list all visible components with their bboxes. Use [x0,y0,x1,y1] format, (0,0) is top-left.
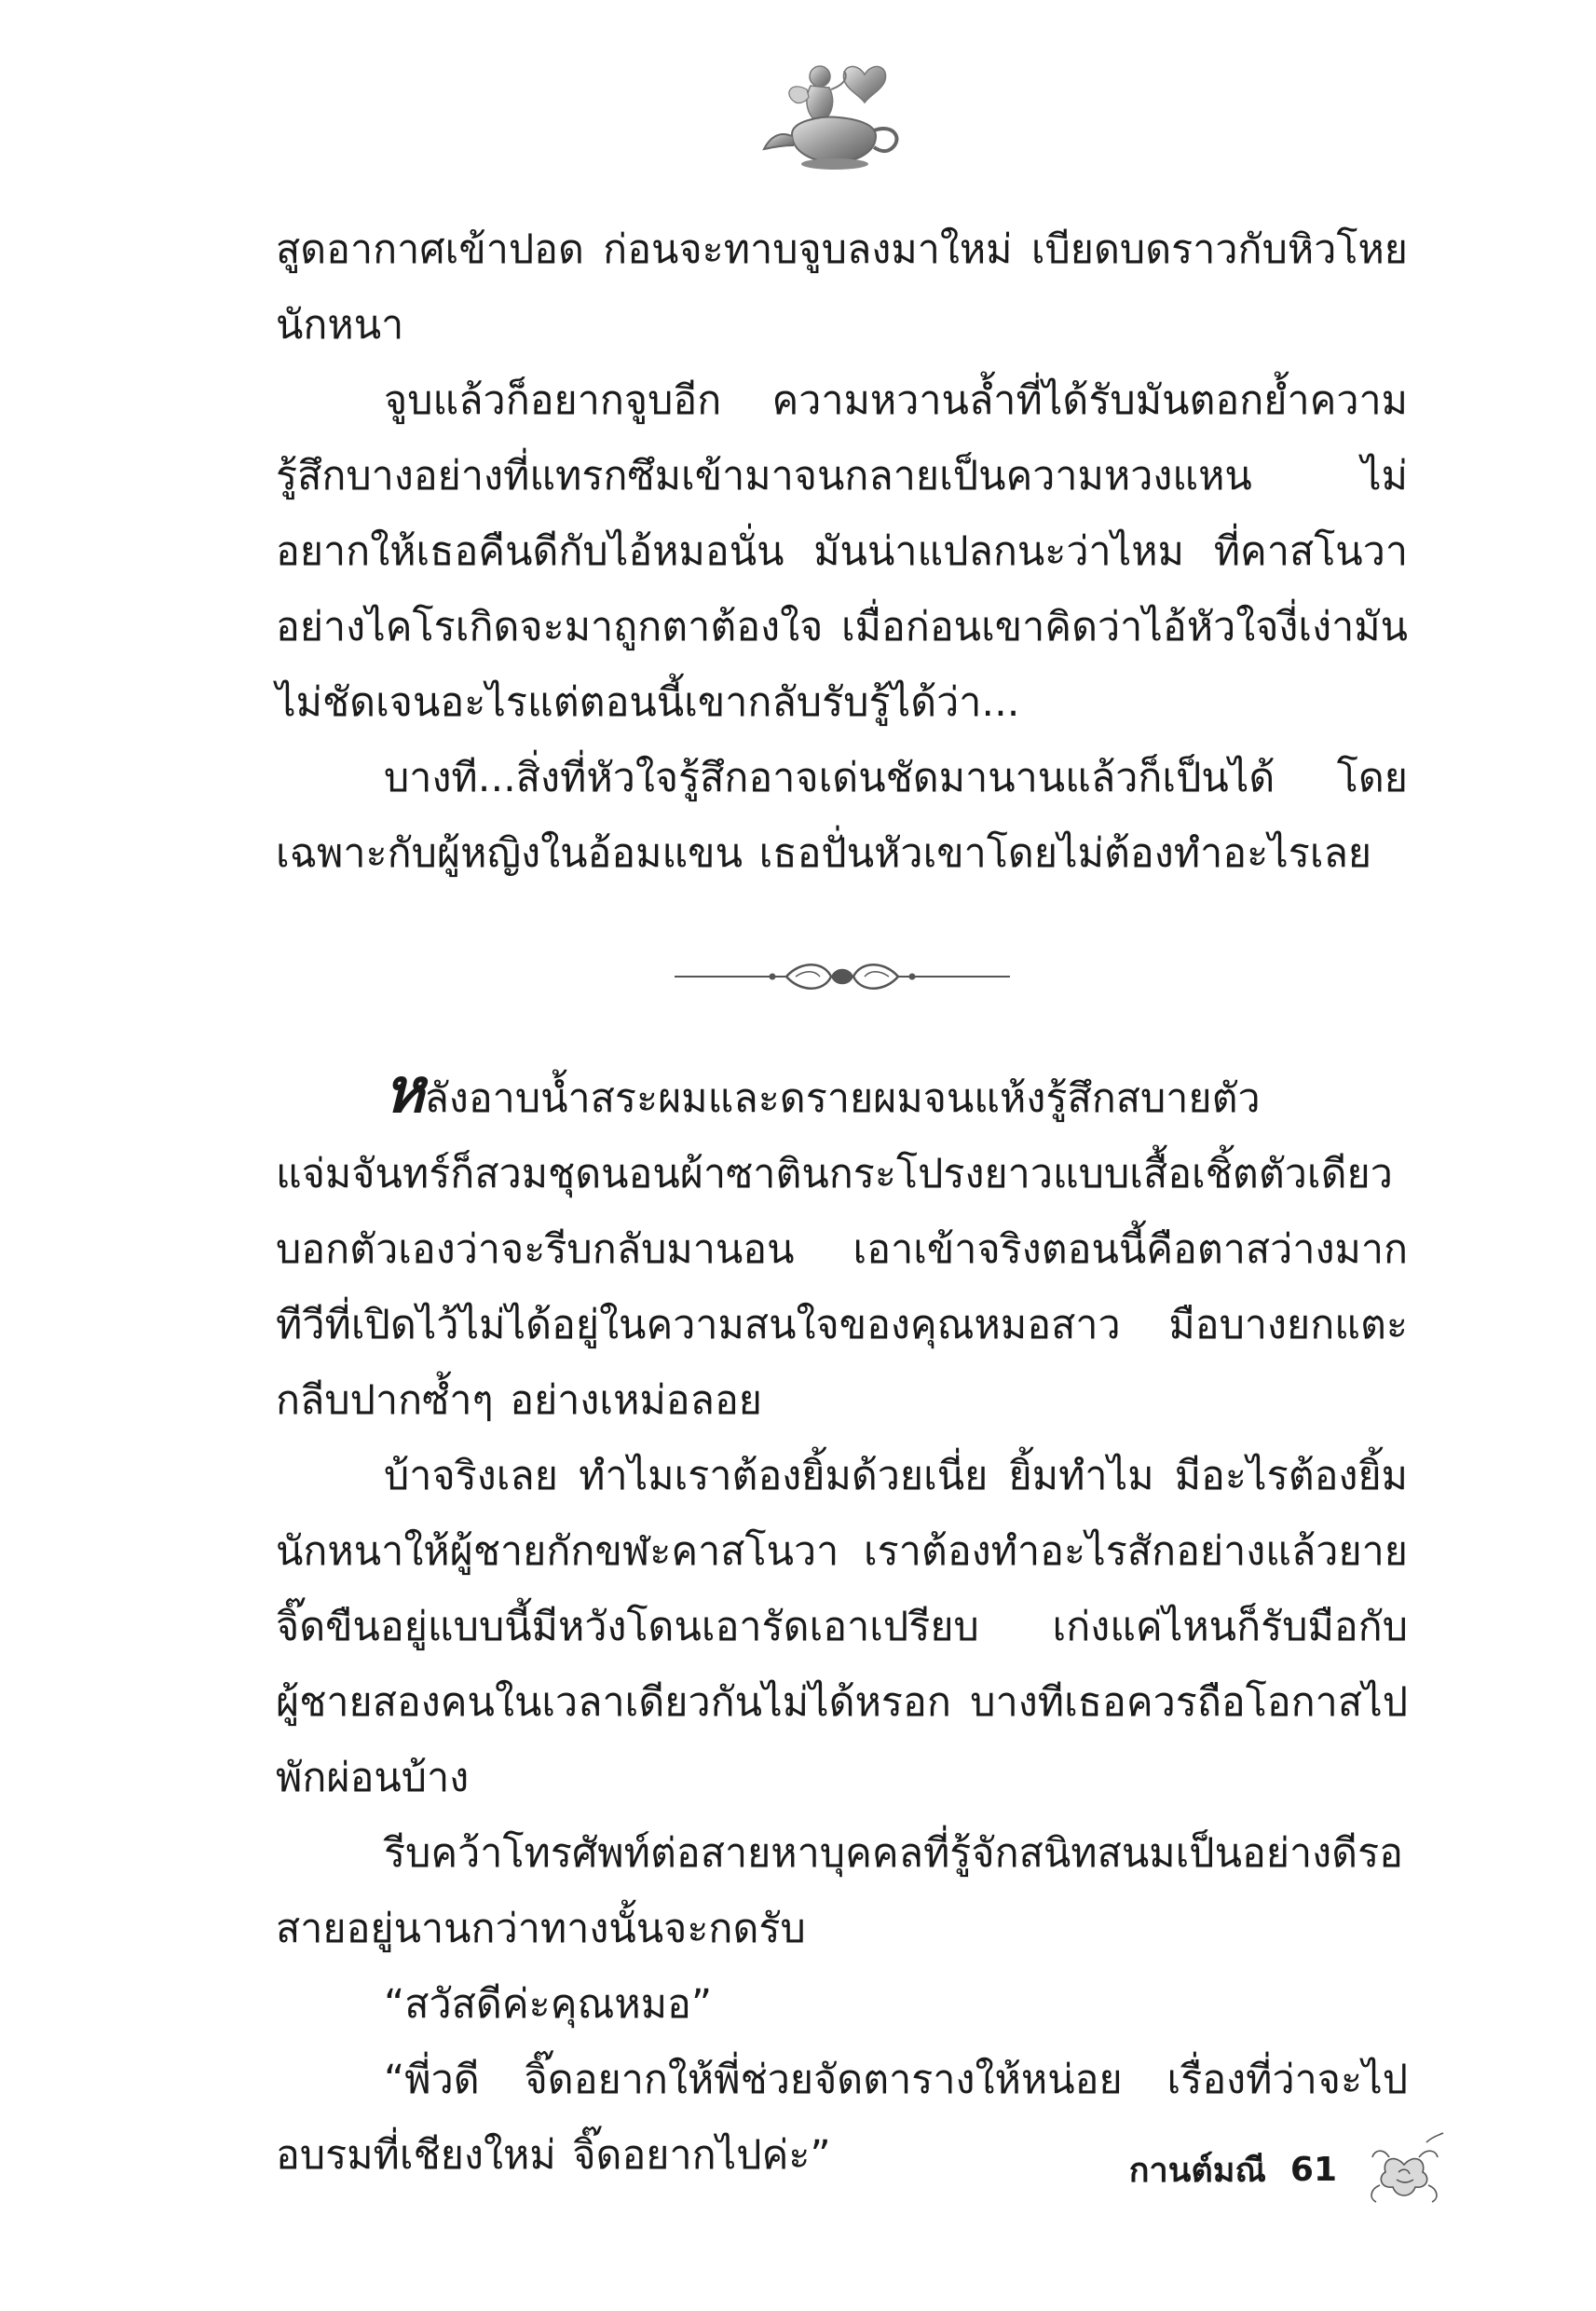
page-footer [1129,2127,1447,2211]
ornamental-scroll-divider-icon [675,953,1010,1000]
peony-flower-icon [1361,2129,1447,2209]
teapot-with-heart-icon [755,48,913,179]
paragraph: บางที...สิ่งที่หัวใจรู้สึกอาจเด่นชัดมานานแล้วก็เป็นได้ โดยเฉพาะกับผู้หญิงในอ้อมแขน เธอปั่นหัวเขาโดยไม่ต้องทำอะไรเลย [276,755,1408,877]
body-text [276,212,1408,2194]
page-number: 61 [1289,2150,1337,2189]
paragraph: บ้าจริงเลย ทำไมเราต้องยิ้มด้วยเนี่ย ยิ้มทำไม มีอะไรต้องยิ้มนักหนาให้ผู้ชายกักขฬะคาสโนวา เราต้องทำอะไรสักอย่างแล้วยายจิ๊ดขืนอยู่แบบนี้มีหวังโดนเอารัดเอาเปรียบ เก่งแค่ไหนก็รับมือกับผู้ชายสองคนในเวลาเดียวกันไม่ได้หรอก บางทีเธอควรถือโอกาสไปพักผ่อนบ้าง [276,1453,1408,1801]
paragraph: รีบคว้าโทรศัพท์ต่อสายหาบุคคลที่รู้จักสนิทสนมเป็นอย่างดีรอสายอยู่นานกว่าทางนั้นจะกดรับ [276,1830,1404,1952]
paragraph: สูดอากาศเข้าปอด ก่อนจะทาบจูบลงมาใหม่ เบียดบดราวกับหิวโหยนักหนา [276,226,1408,349]
dropcap-letter: ห [384,1054,425,1127]
paragraph: จูบแล้วก็อยากจูบอีก ความหวานล้ำที่ได้รับมันตอกย้ำความรู้สึกบางอย่างที่แทรกซึมเข้ามาจนกลายเป็นความหวงแหน ไม่อยากให้เธอคืนดีกับไอ้หมอนั่น มันน่าแปลกนะว่าไหม ที่คาสโนวาอย่างไคโรเกิดจะมาถูกตาต้องใจ เมื่อก่อนเขาคิดว่าไอ้หัวใจงี่เง่ามันไม่ชัดเจนอะไรแต่ตอนนี้เขากลับรับรู้ได้ว่า... [276,377,1408,726]
paragraph-with-dropcap [276,1054,1408,1439]
author-name: กานต์มณี [1128,2151,1266,2190]
dialogue-line: “สวัสดีค่ะคุณหมอ” [384,1981,713,2028]
paragraph-text: ลังอาบน้ำสระผมและดรายผมจนแห้งรู้สึกสบายตัว แจ่มจันทร์ก็สวมชุดนอนผ้าซาตินกระโปรงยาวแบบเสื้อเชิ้ตตัวเดียว บอกตัวเองว่าจะรีบกลับมานอน เอาเข้าจริงตอนนี้คือตาสว่างมาก ทีวีที่เปิดไว้ไม่ได้อยู่ในความสนใจของคุณหมอสาว มือบางยกแตะกลีบปากซ้ำๆ อย่างเหม่อลอย [276,1075,1408,1424]
dialogue-line: “พี่วดี จิ๊ดอยากให้พี่ช่วยจัดตารางให้หน่อย เรื่องที่ว่าจะไปอบรมที่เชียงใหม่ จิ๊ดอยากไปค่ะ” [276,2057,1408,2179]
